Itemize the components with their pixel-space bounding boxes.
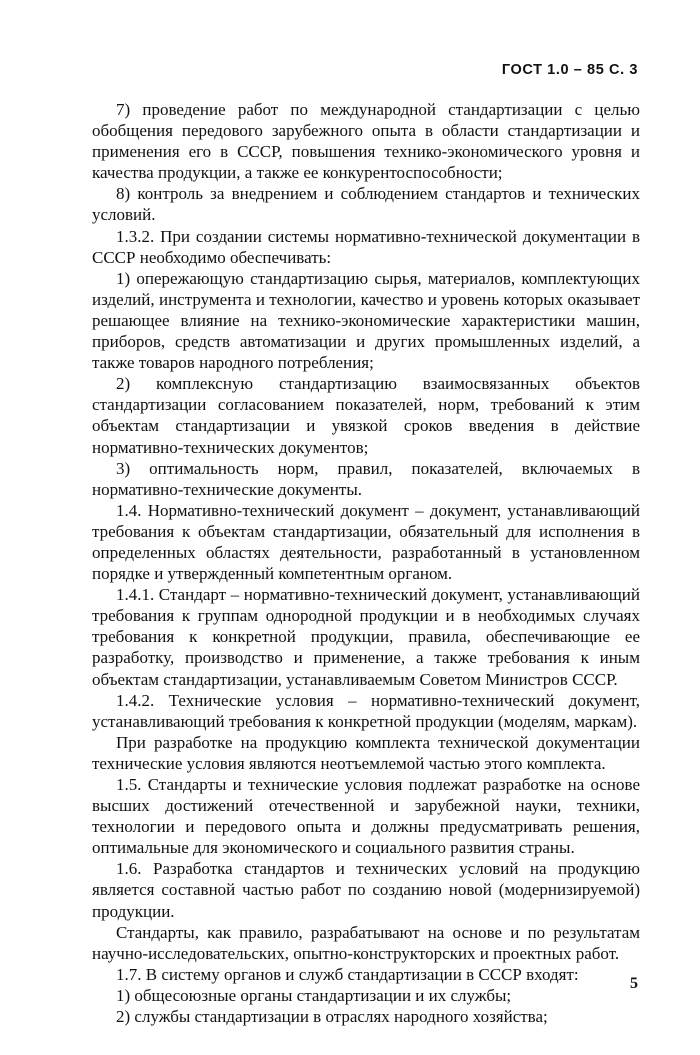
paragraph-standards-basis: Стандарты, как правило, разрабатывают на основе и по результатам научно-исследовательских, опытно-конструкторских и проектных работ.: [92, 922, 640, 963]
paragraph-1-5: 1.5. Стандарты и технические условия подлежат разработке на основе высших достижений отечественной и зарубежной науки, техники, технологии и передового опыта и должны предусматривать решения, оптимальные для экономического и социального развития страны.: [92, 775, 640, 858]
paragraph-item-8: 8) контроль за внедрением и соблюдением стандартов и технических условий.: [92, 184, 640, 225]
paragraph-1-7: 1.7. В систему органов и служб стандартизации в СССР входят:: [116, 964, 579, 984]
paragraph-list-item-3: 3) оптимальность норм, правил, показателей, включаемых в нормативно-технические документы.: [92, 458, 640, 499]
paragraph-1-6: 1.6. Разработка стандартов и технических условий на продукцию является составной частью работ по созданию новой (модернизируемой) продукции.: [92, 859, 640, 921]
paragraph-technical-conditions-note: При разработке на продукцию комплекта технической документации технические условия являются неотъемлемой частью этого комплекта.: [92, 732, 640, 773]
page-number: 5: [630, 975, 638, 992]
paragraph-list-item-1: 1) опережающую стандартизацию сырья, материалов, комплектующих изделий, инструмента и технологии, качество и уровень которых оказывает решающее влияние на технико-экономические характеристики машин, приборов, средств автоматизации и других промышленных изделий, а также товаров народного потребления;: [92, 268, 640, 373]
paragraph-1-4-2: 1.4.2. Технические условия – нормативно-технический документ, устанавливающий требования к конкретной продукции (моделям, маркам).: [92, 690, 640, 731]
paragraph-organs-item-1: 1) общесоюзные органы стандартизации и их службы;: [116, 985, 512, 1005]
paragraph-item-7: 7) проведение работ по международной стандартизации с целью обобщения передового зарубежного опыта в области стандартизации и применения его в СССР, повышения технико-экономического уровня и качества продукции, а также ее конкурентоспособности;: [92, 100, 640, 183]
paragraph-1-3-2: 1.3.2. При создании системы нормативно-технической документации в СССР необходимо обеспечивать:: [92, 226, 640, 267]
running-header: ГОСТ 1.0 – 85 С. 3: [501, 62, 638, 78]
paragraph-organs-item-2: 2) службы стандартизации в отраслях народного хозяйства;: [116, 1007, 548, 1027]
paragraph-1-4: 1.4. Нормативно-технический документ – документ, устанавливающий требования к объектам стандартизации, обязательный для исполнения в определенных областях деятельности, разработанный в установленном порядке и утвержденный компетентным органом.: [92, 500, 640, 584]
paragraph-list-item-2: 2) комплексную стандартизацию взаимосвязанных объектов стандартизации согласованием показателей, норм, требований к этим объектам стандартизации и увязкой сроков введения в действие нормативно-технических документов;: [92, 374, 640, 457]
document-body: [92, 99, 640, 1027]
paragraph-1-4-1: 1.4.1. Стандарт – нормативно-технический документ, устанавливающий требования к группам однородной продукции и в необходимых случаях требования к конкретной продукции, правила, обеспечивающие ее разработку, производство и применение, а также требования к иным объектам стандартизации, устанавливаемым Советом Министров СССР.: [92, 585, 640, 689]
